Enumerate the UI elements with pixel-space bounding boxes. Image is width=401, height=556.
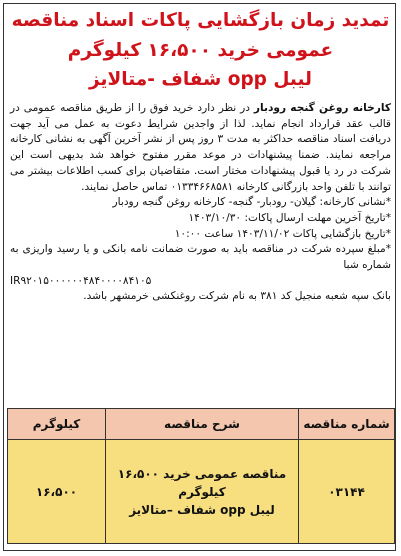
notice-body <box>10 101 391 305</box>
company-name: کارخانه روغن گنجه رودبار <box>253 102 391 114</box>
desc-line-1: مناقصه عمومی خرید ۱۶،۵۰۰ <box>117 466 287 481</box>
header-tender-number: شماره مناقصه <box>299 409 395 440</box>
desc-line-2: کیلوگرم <box>178 484 226 499</box>
phone-number: ۰۱۳۳۴۶۶۸۵۸۱ <box>170 180 234 193</box>
bank-line: بانک سپه شعبه منجیل کد ۳۸۱ به نام شرکت روغنکشی خرمشهر باشد. <box>83 290 391 303</box>
opening-time-label: ساعت <box>204 227 234 240</box>
opening-date: ۱۴۰۳/۱۱/۰۲ <box>236 227 290 240</box>
intro-paragraph <box>10 101 391 195</box>
deposit-line: *مبلغ سپرده شرکت در مناقصه باید به صورت ضمانت نامه بانکی و یا رسید واریزی به شماره شبا <box>10 243 391 272</box>
cell-tender-description <box>106 440 299 544</box>
intro-end: تماس حاصل نمایند. <box>81 180 168 193</box>
cell-tender-number: ۰۳۱۴۴ <box>299 440 395 544</box>
header-kilogram: کیلوگرم <box>8 409 106 440</box>
table-header-row <box>8 409 395 440</box>
deadline-date: ۱۴۰۳/۱۰/۳۰ <box>188 211 242 224</box>
header-tender-description: شرح مناقصه <box>106 409 299 440</box>
sheba-number: IR۹۲۰۱۵۰۰۰۰۰۰۴۸۴۰۰۰۰۸۴۱۰۵ <box>10 274 152 287</box>
title-line-1: تمدید زمان بازگشایی پاکات اسناد مناقصه <box>11 10 390 31</box>
sheba-line <box>10 274 391 290</box>
deadline-line <box>10 211 391 227</box>
opening-line <box>10 227 391 243</box>
tender-table <box>7 408 395 544</box>
table-row <box>8 440 395 544</box>
address-line: *نشانی کارخانه: گیلان- رودبار- گنجه- کارخانه روغن گنجه رودبار <box>112 196 391 209</box>
intro-text: در نظر دارد خرید فوق را از طریق مناقصه عمومی در قالب عقد قرارداد انجام نماید. لذا از واجدین شرایط دعوت به عمل می آید جهت دریافت اسناد مناقصه حداکثر به مدت ۳ روز پس از نشر آخرین آگهی به نشانی کارخانه مراجعه نمایند. ضمنا پیشنهادات در موعد مقرر مفتوح خواهد شد بدیهی است این شرکت در رد یا قبول پیشنهادات مختار است. متقاضیان برای کسب اطلاعات بیشتر می توانند با تلفن واحد بازرگانی کارخانه <box>10 102 391 193</box>
desc-line-3: لیبل opp شفاف –متالایز <box>129 502 275 517</box>
deadline-label: *تاریخ آخرین مهلت ارسال پاکات: <box>244 211 391 224</box>
title-line-2: عمومی خرید ۱۶،۵۰۰ کیلوگرم <box>67 40 334 61</box>
opening-label: *تاریخ بازگشایی پاکات <box>292 227 391 240</box>
title-line-3: لیبل opp شفاف -متالایز <box>89 69 312 90</box>
opening-time: ۱۰:۰۰ <box>174 227 202 240</box>
cell-kilogram: ۱۶،۵۰۰ <box>8 440 106 544</box>
